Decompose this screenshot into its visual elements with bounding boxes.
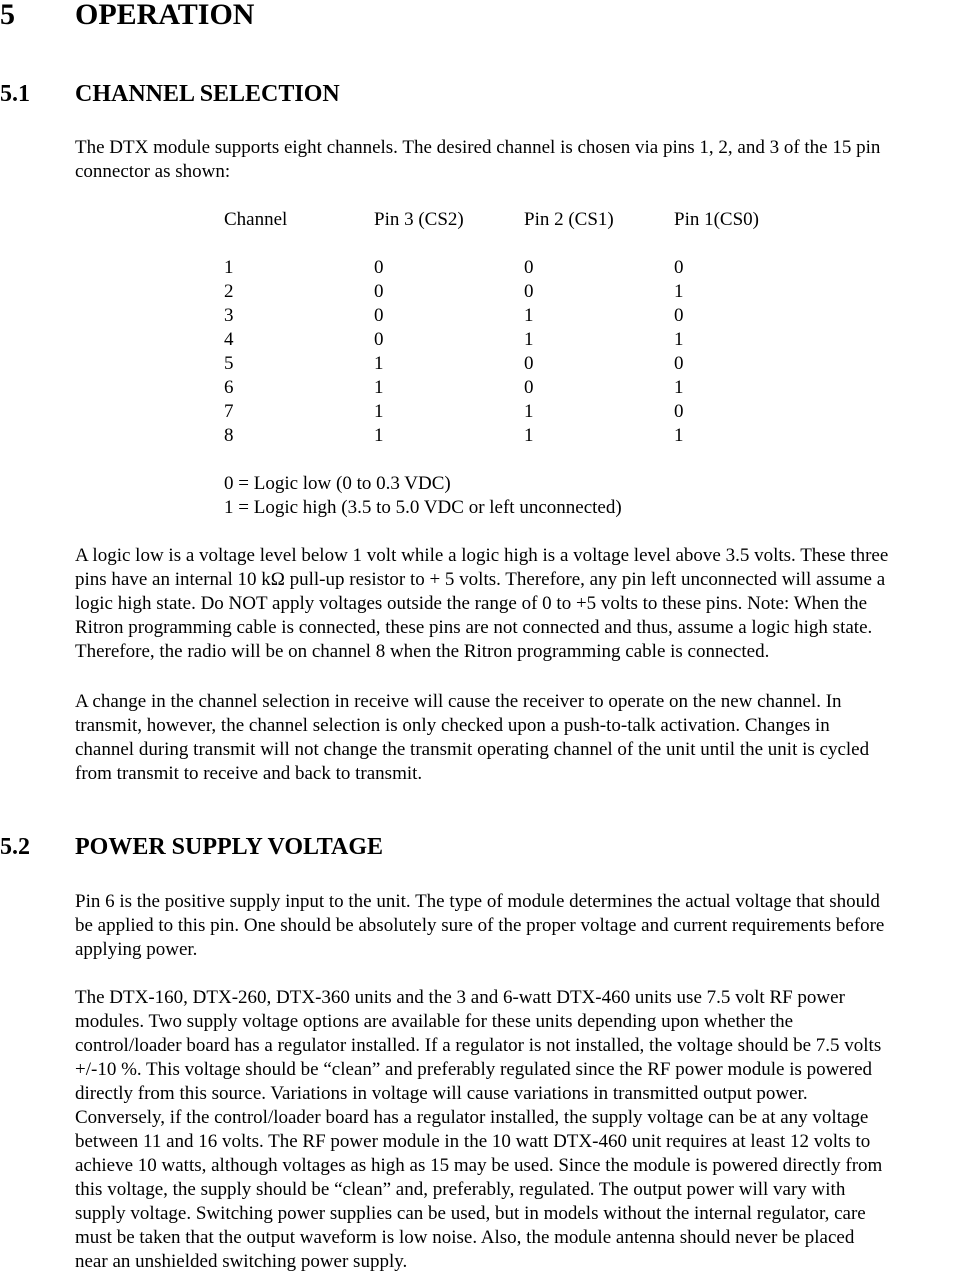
table-cell: 1 <box>674 329 684 350</box>
table-cell: 1 <box>374 377 384 398</box>
section-5-1-title: CHANNEL SELECTION <box>75 81 340 107</box>
section-5-2-title: POWER SUPPLY VOLTAGE <box>75 834 384 860</box>
table-cell: 1 <box>374 425 384 446</box>
table-cell: 1 <box>524 401 534 422</box>
table-cell: 0 <box>674 401 684 422</box>
table-cell: 0 <box>674 257 684 278</box>
paragraph-line: A change in the channel selection in receive will cause the receiver to operate on the new channel. In <box>75 691 842 712</box>
paragraph-line: Therefore, the radio will be on channel 8 when the Ritron programming cable is connected. <box>75 641 770 662</box>
section-5-title: OPERATION <box>75 0 255 31</box>
table-header-pin2: Pin 2 (CS1) <box>524 209 614 230</box>
paragraph-line: +/-10 %. This voltage should be “clean” and preferably regulated since the RF power module is powered <box>75 1059 873 1080</box>
paragraph-line: Ritron programming cable is connected, these pins are not connected and thus, assume a logic high state. <box>75 617 873 638</box>
table-cell: 5 <box>224 353 234 374</box>
paragraph-line: be applied to this pin. One should be absolutely sure of the proper voltage and current requirements before <box>75 915 885 936</box>
paragraph-line: logic high state. Do NOT apply voltages outside the range of 0 to +5 volts to these pins. Note: When the <box>75 593 868 614</box>
paragraph-line: applying power. <box>75 939 198 960</box>
table-cell: 2 <box>224 281 234 302</box>
table-cell: 7 <box>224 401 234 422</box>
paragraph-line: Pin 6 is the positive supply input to the unit. The type of module determines the actual voltage that should <box>75 891 880 912</box>
paragraph-line: from transmit to receive and back to transmit. <box>75 763 423 784</box>
paragraph-line: near an unshielded switching power supply. <box>75 1251 408 1272</box>
section-5-2-number: 5.2 <box>0 834 30 860</box>
pin6-paragraph <box>75 890 971 962</box>
table-cell: 1 <box>224 257 234 278</box>
paragraph-line: directly from this source. Variations in voltage will cause variations in transmitted output power. <box>75 1083 808 1104</box>
paragraph-line: between 11 and 16 volts. The RF power module in the 10 watt DTX-460 unit requires at least 12 volts to <box>75 1131 871 1152</box>
paragraph-line: channel during transmit will not change the transmit operating channel of the unit until the unit is cycled <box>75 739 870 760</box>
table-cell: 0 <box>674 353 684 374</box>
table-cell: 0 <box>374 257 384 278</box>
table-cell: 1 <box>674 377 684 398</box>
table-cell: 0 <box>524 281 534 302</box>
table-header-pin3: Pin 3 (CS2) <box>374 209 464 230</box>
paragraph-line: transmit, however, the channel selection is only checked upon a push-to-talk activation. Changes in <box>75 715 830 736</box>
table-cell: 0 <box>374 281 384 302</box>
table-cell: 1 <box>674 281 684 302</box>
table-cell: 6 <box>224 377 234 398</box>
dtx-supply-paragraph <box>75 986 971 1274</box>
table-cell: 0 <box>374 305 384 326</box>
table-cell: 0 <box>524 353 534 374</box>
legend-logic-low: 0 = Logic low (0 to 0.3 VDC) <box>224 473 451 494</box>
table-cell: 1 <box>524 329 534 350</box>
section-5-1-number: 5.1 <box>0 81 30 107</box>
table-cell: 1 <box>524 425 534 446</box>
paragraph-line: supply voltage. Switching power supplies can be used, but in models without the internal regulator, care <box>75 1203 866 1224</box>
table-cell: 0 <box>524 257 534 278</box>
table-cell: 3 <box>224 305 234 326</box>
paragraph-line: A logic low is a voltage level below 1 volt while a logic high is a voltage level above 3.5 volts. These three <box>75 545 889 566</box>
paragraph-line: The DTX module supports eight channels. The desired channel is chosen via pins 1, 2, and 3 of the 15 pin <box>75 137 881 158</box>
paragraph-line: must be taken that the output waveform is low noise. Also, the module antenna should never be placed <box>75 1227 855 1248</box>
table-cell: 1 <box>374 401 384 422</box>
table-cell: 0 <box>524 377 534 398</box>
paragraph-line: Conversely, if the control/loader board has a regulator installed, the supply voltage can be at any voltage <box>75 1107 869 1128</box>
channel-intro-paragraph <box>75 136 971 184</box>
table-cell: 1 <box>524 305 534 326</box>
table-header-channel: Channel <box>224 209 288 230</box>
table-header-pin1: Pin 1(CS0) <box>674 209 759 230</box>
paragraph-line: achieve 10 watts, although voltages as high as 15 may be used. Since the module is powered directly from <box>75 1155 883 1176</box>
paragraph-line: this voltage, the supply should be “clean” and, preferably, regulated. The output power will vary with <box>75 1179 846 1200</box>
paragraph-line: connector as shown: <box>75 161 231 182</box>
legend-logic-high: 1 = Logic high (3.5 to 5.0 VDC or left unconnected) <box>224 497 622 518</box>
paragraph-line: The DTX-160, DTX-260, DTX-360 units and the 3 and 6-watt DTX-460 units use 7.5 volt RF power <box>75 987 845 1008</box>
paragraph-line: modules. Two supply voltage options are available for these units depending upon whether the <box>75 1011 794 1032</box>
section-5-number: 5 <box>0 0 15 31</box>
table-cell: 4 <box>224 329 234 350</box>
table-cell: 0 <box>374 329 384 350</box>
table-cell: 1 <box>374 353 384 374</box>
paragraph-line: pins have an internal 10 kΩ pull-up resistor to + 5 volts. Therefore, any pin left unconnected will assume a <box>75 569 886 590</box>
paragraph-line: control/loader board has a regulator installed. If a regulator is not installed, the voltage should be 7.5 volts <box>75 1035 882 1056</box>
channel-change-paragraph <box>75 690 971 786</box>
table-cell: 1 <box>674 425 684 446</box>
table-cell: 0 <box>674 305 684 326</box>
table-cell: 8 <box>224 425 234 446</box>
logic-levels-paragraph <box>75 544 971 664</box>
